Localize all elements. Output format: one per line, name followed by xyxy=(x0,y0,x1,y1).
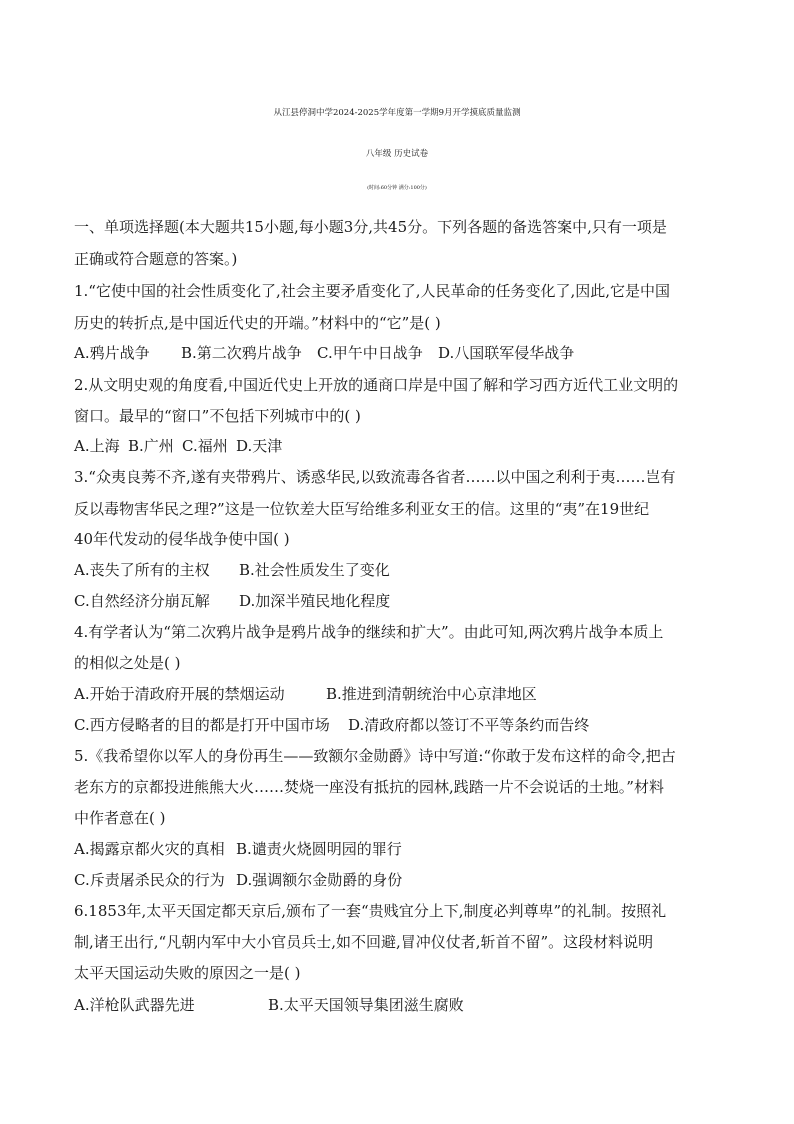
question-1-line-2: 历史的转折点,是中国近代史的开端。”材料中的“它”是( ) xyxy=(74,314,441,332)
question-2-line-1: 2.从文明史观的角度看,中国近代史上开放的通商口岸是中国了解和学习西方近代工业文明的 xyxy=(74,376,679,394)
question-5-option-a[interactable]: A.揭露京都火灾的真相 xyxy=(74,840,225,858)
question-6-line-1: 6.1853年,太平天国定都天京后,颁布了一套“贵贱宜分上下,制度必判尊卑”的礼制。按照礼 xyxy=(74,902,667,920)
question-4-option-a[interactable]: A.开始于清政府开展的禁烟运动 xyxy=(74,685,285,703)
question-4-option-c[interactable]: C.西方侵略者的目的都是打开中国市场 xyxy=(74,716,330,734)
question-2-option-d[interactable]: D.天津 xyxy=(236,437,283,455)
question-3-option-c[interactable]: C.自然经济分崩瓦解 xyxy=(74,592,210,610)
question-1-option-d[interactable]: D.八国联军侵华战争 xyxy=(438,344,575,362)
question-4-line-2: 的相似之处是( ) xyxy=(74,654,181,672)
question-1-option-c[interactable]: C.甲午中日战争 xyxy=(317,344,423,362)
question-6-line-2: 制,诸王出行,“凡朝内军中大小官员兵士,如不回避,冒冲仪仗者,斩首不留”。这段材料说明 xyxy=(74,933,654,951)
question-5-line-1: 5.《我希望你以军人的身份再生——致额尔金勋爵》诗中写道:“你敢于发布这样的命令,把古 xyxy=(74,747,676,765)
question-1-option-a[interactable]: A.鸦片战争 xyxy=(74,344,150,362)
question-4-option-d[interactable]: D.清政府都以签订不平等条约而告终 xyxy=(348,716,590,734)
question-5-option-c[interactable]: C.斥责屠杀民众的行为 xyxy=(74,871,225,889)
question-6-option-a[interactable]: A.洋枪队武器先进 xyxy=(74,996,195,1014)
exam-subtitle: 八年级 历史试卷 xyxy=(365,149,429,159)
question-4-line-1: 4.有学者认为“第二次鸦片战争是鸦片战争的继续和扩大”。由此可知,两次鸦片战争本质上 xyxy=(74,623,664,641)
question-1-line-1: 1.“它使中国的社会性质变化了,社会主要矛盾变化了,人民革命的任务变化了,因此,它是中国 xyxy=(74,282,671,300)
question-3-line-1: 3.“众夷良莠不齐,遂有夹带鸦片、诱惑华民,以致流毒各省者……以中国之利利于夷……岂有 xyxy=(74,468,676,486)
question-2-option-c[interactable]: C.福州 xyxy=(182,437,228,455)
section-intro-cont: 正确或符合题意的答案。) xyxy=(74,250,238,268)
question-5-line-3: 中作者意在( ) xyxy=(74,809,166,827)
section-intro: 一、单项选择题(本大题共15小题,每小题3分,共45分。下列各题的备选答案中,只有一项是 xyxy=(74,218,667,236)
question-6-line-3: 太平天国运动失败的原因之一是( ) xyxy=(74,964,301,982)
question-3-option-a[interactable]: A.丧失了所有的主权 xyxy=(74,561,210,579)
question-4-option-b[interactable]: B.推进到清朝统治中心京津地区 xyxy=(326,685,537,703)
question-5-option-d[interactable]: D.强调额尔金勋爵的身份 xyxy=(236,871,403,889)
question-3-line-2: 反以毒物害华民之理?”这是一位钦差大臣写给维多利亚女王的信。这里的“夷”在19世纪 xyxy=(74,500,650,518)
question-2-option-a[interactable]: A.上海 xyxy=(74,437,120,455)
exam-meta: (时间:60分钟 满分:100分) xyxy=(367,185,427,191)
question-1-option-b[interactable]: B.第二次鸦片战争 xyxy=(181,344,302,362)
question-3-option-b[interactable]: B.社会性质发生了变化 xyxy=(239,561,390,579)
exam-title: 从江县停洞中学2024-2025学年度第一学期9月开学摸底质量监测 xyxy=(273,108,521,118)
question-6-option-b[interactable]: B.太平天国领导集团滋生腐败 xyxy=(268,996,464,1014)
question-2-line-2: 窗口。最早的“窗口”不包括下列城市中的( ) xyxy=(74,407,361,425)
question-3-option-d[interactable]: D.加深半殖民地化程度 xyxy=(239,592,391,610)
question-3-line-3: 40年代发动的侵华战争使中国( ) xyxy=(74,530,290,548)
question-5-line-2: 老东方的京都投进熊熊大火……焚烧一座没有抵抗的园林,践踏一片不会说话的土地。”材料 xyxy=(74,778,664,796)
question-5-option-b[interactable]: B.谴责火烧圆明园的罪行 xyxy=(236,840,402,858)
question-2-option-b[interactable]: B.广州 xyxy=(128,437,174,455)
